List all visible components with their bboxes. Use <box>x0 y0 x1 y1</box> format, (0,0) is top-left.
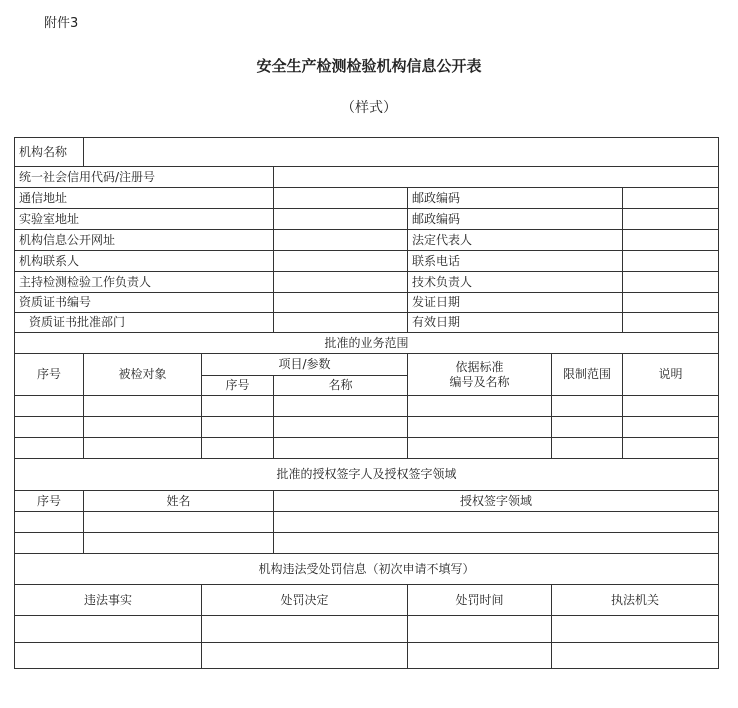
scope-cell[interactable] <box>15 438 84 459</box>
penalty-cell[interactable] <box>202 616 408 643</box>
signers-cell[interactable] <box>274 533 719 554</box>
penalty-cell[interactable] <box>552 616 719 643</box>
page-title: 安全生产检测检验机构信息公开表 <box>256 57 482 75</box>
penalty-cell[interactable] <box>202 643 408 669</box>
label-lead-person: 主持检测检验工作负责人 <box>15 272 274 293</box>
scope-cell[interactable] <box>202 417 274 438</box>
signers-col-seq: 序号 <box>15 491 84 512</box>
signers-cell[interactable] <box>274 512 719 533</box>
penalty-col-authority: 执法机关 <box>552 585 719 616</box>
scope-cell[interactable] <box>202 396 274 417</box>
scope-cell[interactable] <box>552 396 623 417</box>
scope-cell[interactable] <box>408 417 552 438</box>
penalty-col-fact: 违法事实 <box>15 585 202 616</box>
label-postcode-1: 邮政编码 <box>408 188 623 209</box>
label-contact-person: 机构联系人 <box>15 251 274 272</box>
signers-col-name: 姓名 <box>84 491 274 512</box>
scope-col-standard <box>408 354 552 396</box>
scope-cell[interactable] <box>15 417 84 438</box>
signers-col-field: 授权签字领域 <box>274 491 719 512</box>
field-contact-person[interactable] <box>274 251 408 272</box>
scope-cell[interactable] <box>623 396 719 417</box>
scope-cell[interactable] <box>84 417 202 438</box>
field-contact-phone[interactable] <box>623 251 719 272</box>
field-legal-rep[interactable] <box>623 230 719 251</box>
penalty-cell[interactable] <box>15 643 202 669</box>
label-cert-authority: 资质证书批准部门 <box>15 313 274 333</box>
field-mail-address[interactable] <box>274 188 408 209</box>
field-cert-authority[interactable] <box>274 313 408 333</box>
field-tech-lead[interactable] <box>623 272 719 293</box>
scope-cell[interactable] <box>623 417 719 438</box>
label-postcode-2: 邮政编码 <box>408 209 623 230</box>
label-mail-address: 通信地址 <box>15 188 274 209</box>
attachment-label: 附件3 <box>44 16 79 31</box>
scope-col-object: 被检对象 <box>84 354 202 396</box>
scope-cell[interactable] <box>408 396 552 417</box>
penalty-cell[interactable] <box>15 616 202 643</box>
field-lab-address[interactable] <box>274 209 408 230</box>
scope-cell[interactable] <box>274 417 408 438</box>
penalty-col-time: 处罚时间 <box>408 585 552 616</box>
field-cert-number[interactable] <box>274 293 408 313</box>
label-legal-rep: 法定代表人 <box>408 230 623 251</box>
scope-col-standard-line1: 依据标准 <box>455 359 504 374</box>
scope-cell[interactable] <box>408 438 552 459</box>
label-valid-date: 有效日期 <box>408 313 623 333</box>
label-contact-phone: 联系电话 <box>408 251 623 272</box>
scope-cell[interactable] <box>274 438 408 459</box>
label-issue-date: 发证日期 <box>408 293 623 313</box>
label-credit-code: 统一社会信用代码/注册号 <box>15 167 274 188</box>
signers-cell[interactable] <box>84 533 274 554</box>
info-disclosure-table <box>14 137 719 669</box>
signers-section-title: 批准的授权签字人及授权签字领域 <box>15 459 719 491</box>
penalty-cell[interactable] <box>408 616 552 643</box>
signers-cell[interactable] <box>15 533 84 554</box>
scope-section-title: 批准的业务范围 <box>15 333 719 354</box>
penalty-cell[interactable] <box>408 643 552 669</box>
scope-col-sub-name: 名称 <box>274 376 408 396</box>
penalty-col-decision: 处罚决定 <box>202 585 408 616</box>
scope-col-note: 说明 <box>623 354 719 396</box>
page-subtitle: （样式） <box>341 100 397 116</box>
field-issue-date[interactable] <box>623 293 719 313</box>
scope-col-item-param: 项目/参数 <box>202 354 408 376</box>
label-org-name: 机构名称 <box>15 138 84 167</box>
signers-cell[interactable] <box>15 512 84 533</box>
signers-cell[interactable] <box>84 512 274 533</box>
scope-cell[interactable] <box>84 438 202 459</box>
scope-cell[interactable] <box>552 417 623 438</box>
penalty-cell[interactable] <box>552 643 719 669</box>
scope-col-seq: 序号 <box>15 354 84 396</box>
label-tech-lead: 技术负责人 <box>408 272 623 293</box>
scope-col-sub-seq: 序号 <box>202 376 274 396</box>
scope-cell[interactable] <box>274 396 408 417</box>
field-org-name[interactable] <box>84 138 719 167</box>
field-lead-person[interactable] <box>274 272 408 293</box>
field-info-website[interactable] <box>274 230 408 251</box>
field-postcode-1[interactable] <box>623 188 719 209</box>
scope-cell[interactable] <box>623 438 719 459</box>
label-cert-number: 资质证书编号 <box>15 293 274 313</box>
scope-col-standard-line2: 编号及名称 <box>449 374 510 389</box>
scope-cell[interactable] <box>202 438 274 459</box>
penalty-section-title: 机构违法受处罚信息（初次申请不填写） <box>15 554 719 585</box>
scope-cell[interactable] <box>84 396 202 417</box>
field-valid-date[interactable] <box>623 313 719 333</box>
scope-col-limit: 限制范围 <box>552 354 623 396</box>
field-credit-code[interactable] <box>274 167 719 188</box>
label-lab-address: 实验室地址 <box>15 209 274 230</box>
scope-cell[interactable] <box>552 438 623 459</box>
label-info-website: 机构信息公开网址 <box>15 230 274 251</box>
field-postcode-2[interactable] <box>623 209 719 230</box>
scope-cell[interactable] <box>15 396 84 417</box>
